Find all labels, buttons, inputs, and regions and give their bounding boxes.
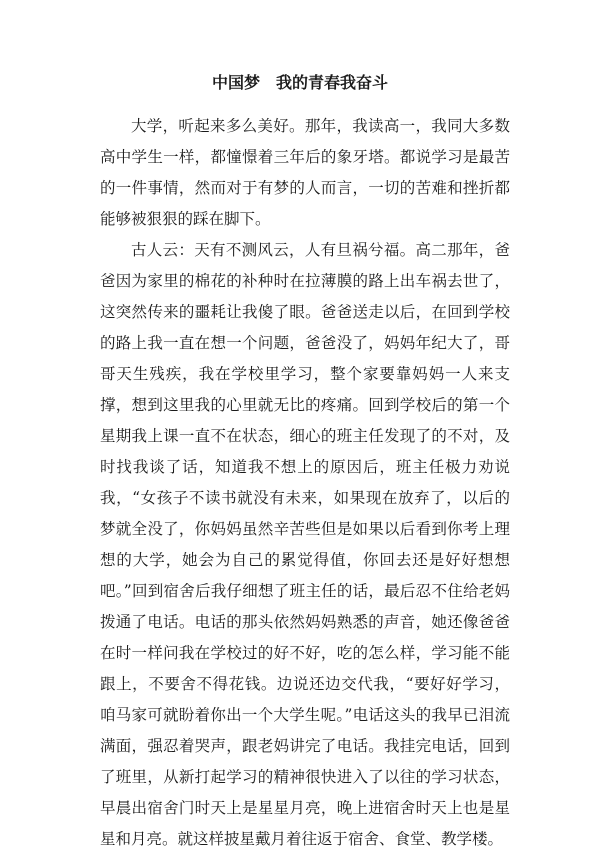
- paragraph-2: 古人云：天有不测风云，人有旦祸兮福。高二那年，爸爸因为家里的棉花的补种时在拉薄膜的路上出车祸去世了，这突然传来的噩耗让我傻了眼。爸爸送走以后，在回到学校的路上我一直在想一个问题，爸爸没了，妈妈年纪大了，哥哥天生残疾，我在学校里学习，整个家要靠妈妈一人来支撑，想到这里我的心里就无比的疼痛。回到学校后的第一个星期我上课一直不在状态，细心的班主任发现了的不对，及时找我谈了话，知道我不想上的原因后，班主任极力劝说我，“女孩子不读书就没有未来，如果现在放弃了，以后的梦就全没了，你妈妈虽然辛苦些但是如果以后看到你考上理想的大学，她会为自己的累觉得值，你回去还是好好想想吧。”回到宿舍后我仔细想了班主任的话，最后忍不住给老妈拨通了电话。电话的那头依然妈妈熟悉的声音，她还像爸爸在时一样问我在学校过的好不好，吃的怎么样，学习能不能跟上，不要舍不得花钱。边说还边交代我，“要好好学习，咱马家可就盼着你出一个大学生呢。”电话这头的我早已泪流满面，强忍着哭声，跟老妈讲完了电话。我挂完电话，回到了班里，从新打起学习的精神很快进入了以往的学习状态，早晨出宿舍门时天上是星星月亮，晚上进宿舍时天上也是星星和月亮。就这样披星戴月着往返于宿舍、食堂、教学楼。: [100, 241, 510, 848]
- paragraph-1: 大学，听起来多么美好。那年，我读高一，我同大多数高中学生一样，都憧憬着三年后的象牙塔。都说学习是最苦的一件事情，然而对于有梦的人而言，一切的苦难和挫折都能够被狠狠的踩在脚下。: [100, 117, 510, 228]
- document-body: [100, 111, 510, 855]
- document-title: 中国梦 我的青春我奋斗: [211, 73, 388, 92]
